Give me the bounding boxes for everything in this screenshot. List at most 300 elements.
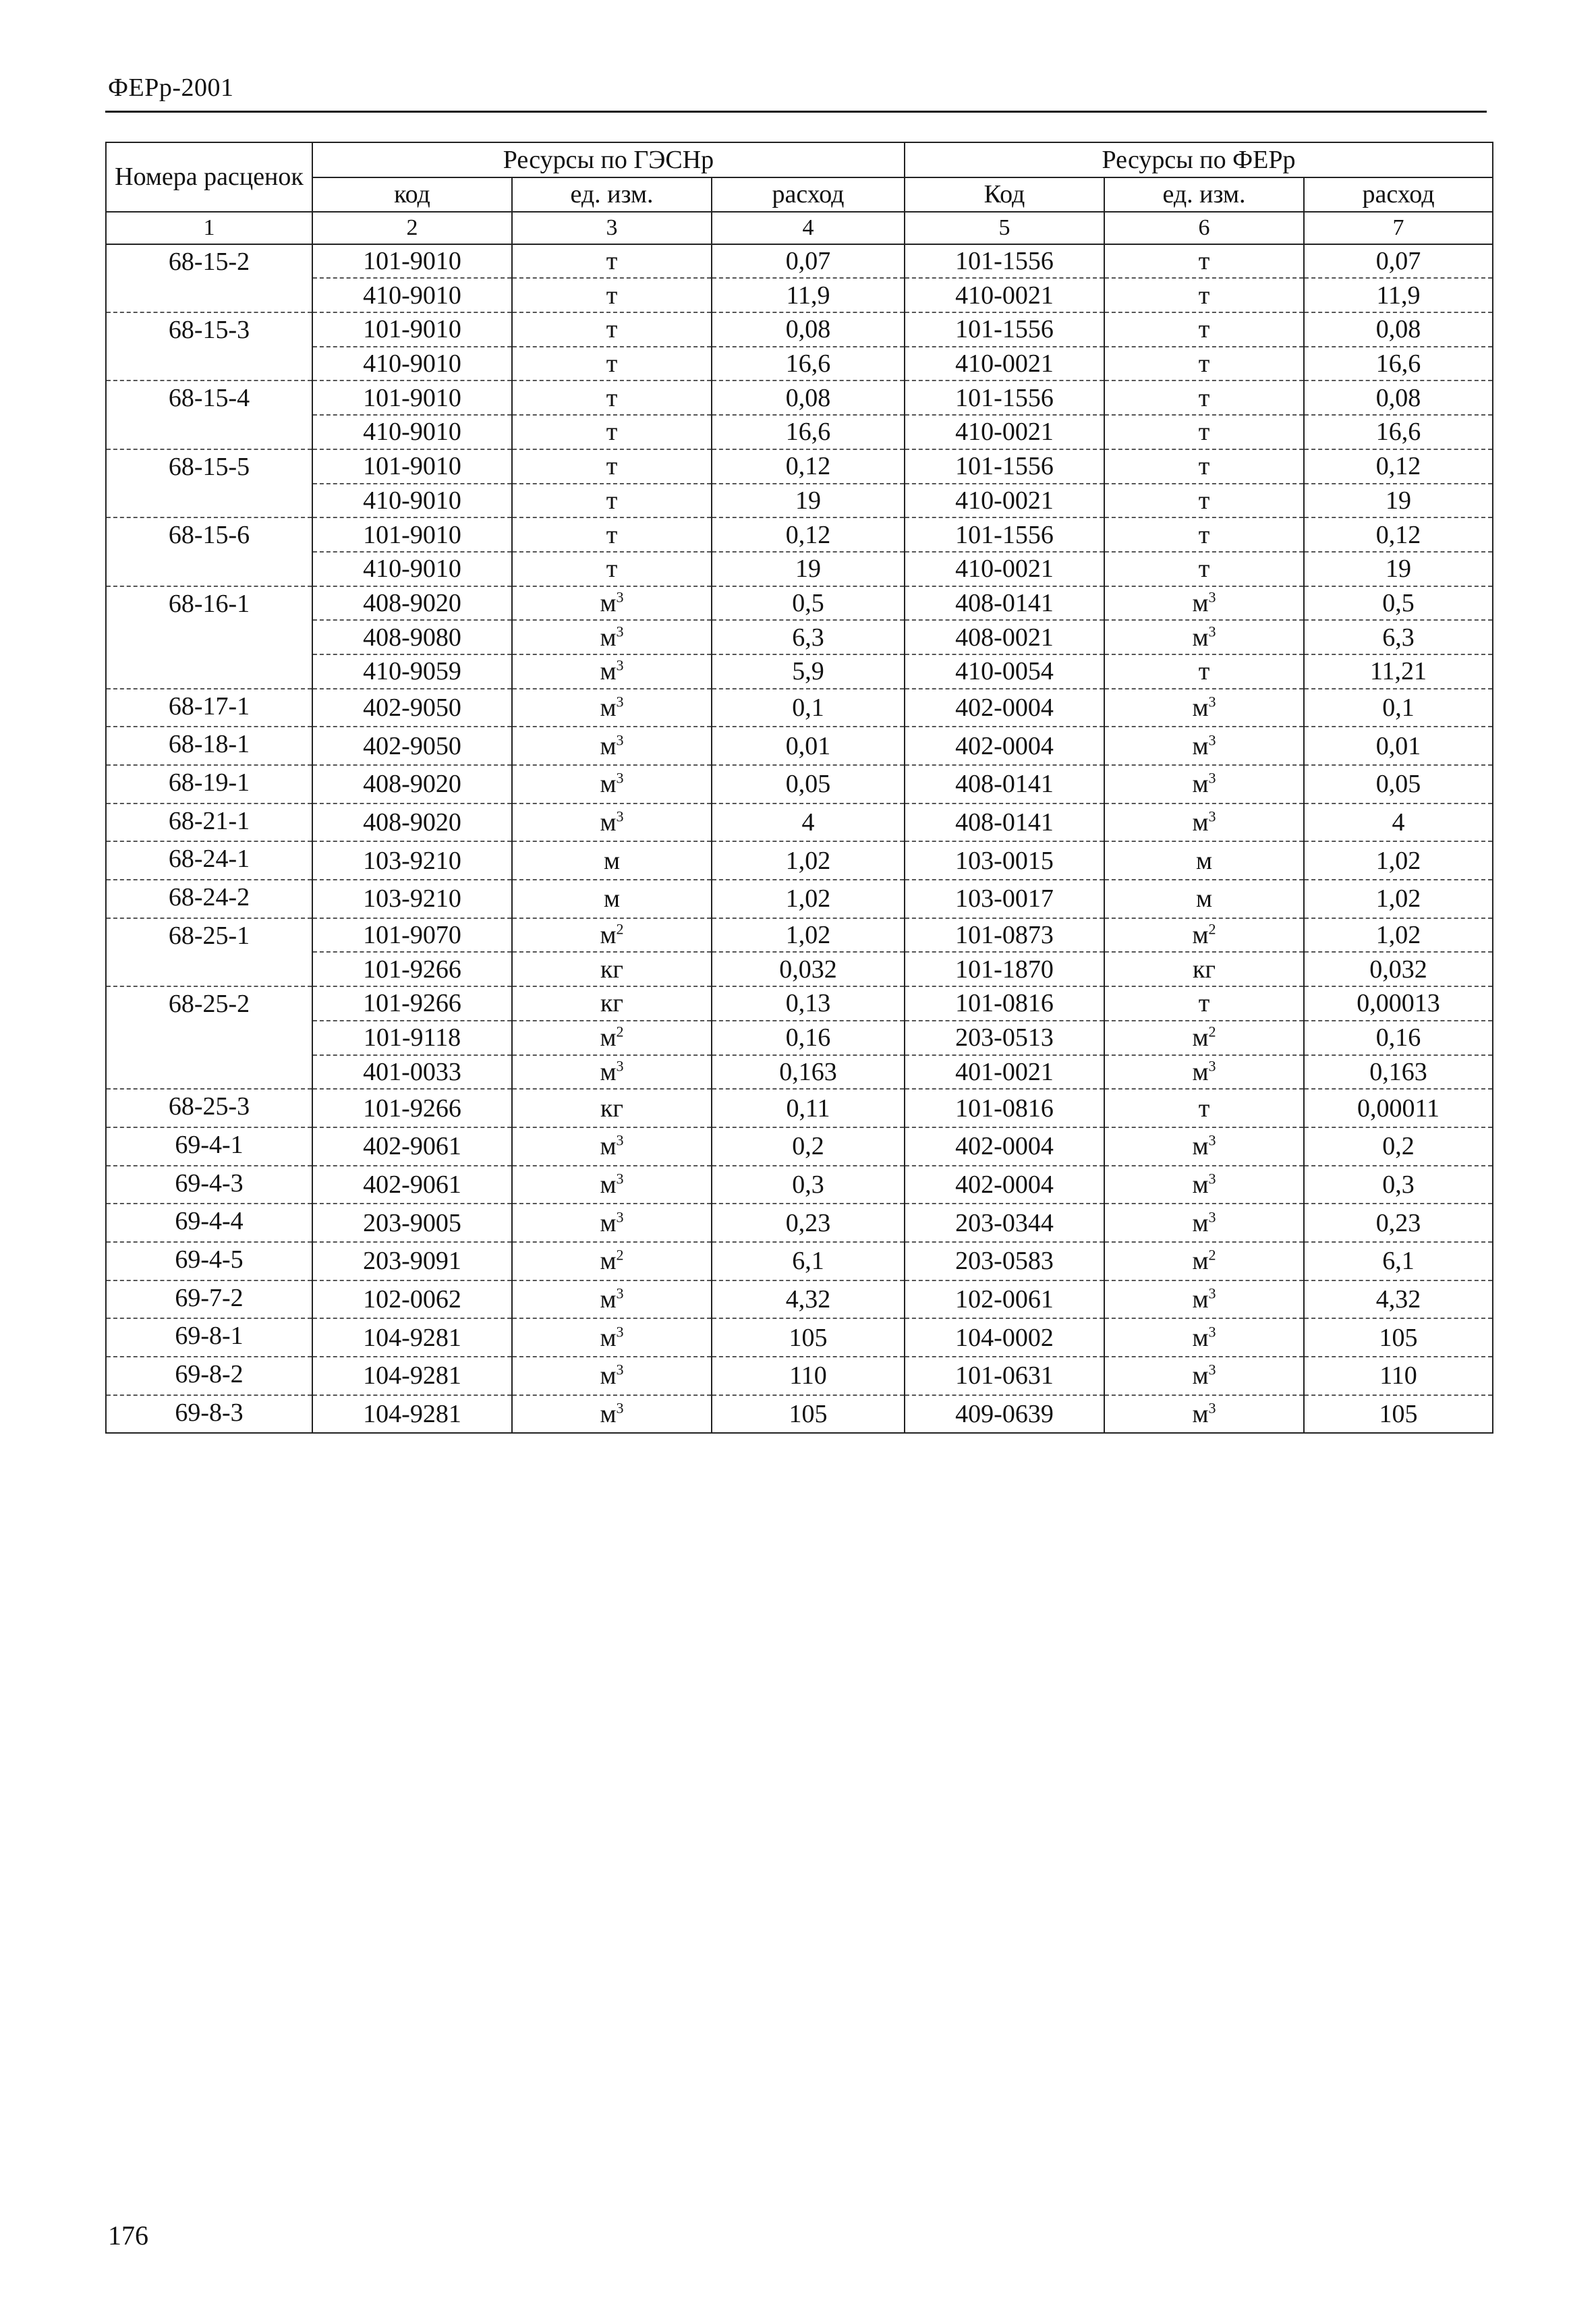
table-row [106, 1055, 1493, 1090]
fer-qty: 0,163 [1304, 1055, 1493, 1090]
price-number: 68-16-1 [106, 586, 312, 689]
fer-unit [1104, 517, 1304, 552]
price-number: 69-4-5 [106, 1242, 312, 1280]
gesn-unit [512, 727, 712, 765]
unit-label: т [606, 520, 618, 549]
unit-exponent: 2 [1208, 920, 1216, 938]
fer-unit [1104, 952, 1304, 986]
gesn-unit [512, 986, 712, 1021]
fer-code: 408-0141 [905, 803, 1104, 842]
column-number: 2 [312, 212, 512, 244]
unit-label: т [1198, 452, 1210, 481]
price-number: 69-4-4 [106, 1204, 312, 1242]
price-number: 68-15-2 [106, 244, 312, 312]
fer-unit [1104, 1204, 1304, 1242]
fer-unit [1104, 380, 1304, 415]
unit-label: т [606, 418, 618, 447]
gesn-code: 102-0062 [312, 1280, 512, 1319]
fer-code: 410-0021 [905, 278, 1104, 312]
unit-label: т [1198, 383, 1210, 412]
unit-label: м [1192, 1323, 1209, 1352]
unit-label: кг [600, 989, 624, 1018]
gesn-unit [512, 620, 712, 654]
unit-exponent: 2 [1208, 1023, 1216, 1040]
fer-qty: 16,6 [1304, 415, 1493, 449]
unit-exponent: 3 [616, 622, 624, 640]
table-row [106, 689, 1493, 727]
unit-label: т [606, 383, 618, 412]
gesn-code: 410-9010 [312, 552, 512, 586]
gesn-qty: 0,5 [712, 586, 905, 621]
gesn-code: 408-9020 [312, 803, 512, 842]
fer-unit [1104, 1318, 1304, 1357]
gesn-qty: 0,08 [712, 312, 905, 347]
fer-code: 409-0639 [905, 1395, 1104, 1434]
unit-exponent: 3 [1208, 808, 1216, 825]
fer-code: 410-0054 [905, 654, 1104, 689]
fer-qty: 6,1 [1304, 1242, 1493, 1280]
unit-label: т [606, 452, 618, 481]
unit-label: м [600, 1285, 617, 1314]
gesn-qty: 0,16 [712, 1021, 905, 1055]
column-number: 7 [1304, 212, 1493, 244]
table-row [106, 727, 1493, 765]
gesn-code: 104-9281 [312, 1395, 512, 1434]
unit-label: м [1192, 1057, 1209, 1086]
gesn-code: 104-9281 [312, 1357, 512, 1395]
fer-code: 203-0344 [905, 1204, 1104, 1242]
unit-label: м [1192, 1247, 1209, 1276]
gesn-qty: 4 [712, 803, 905, 842]
gesn-code: 101-9266 [312, 986, 512, 1021]
gesn-code: 410-9010 [312, 347, 512, 381]
header-gesn-code: код [312, 177, 512, 212]
unit-label: т [606, 486, 618, 515]
unit-exponent: 3 [1208, 1399, 1216, 1417]
table-row [106, 517, 1493, 552]
table-row [106, 620, 1493, 654]
gesn-qty: 19 [712, 552, 905, 586]
fer-unit [1104, 765, 1304, 803]
gesn-qty: 19 [712, 484, 905, 518]
gesn-qty: 6,1 [712, 1242, 905, 1280]
unit-exponent: 3 [1208, 769, 1216, 787]
price-number: 68-18-1 [106, 727, 312, 765]
unit-label: м [600, 921, 617, 950]
table-row [106, 803, 1493, 842]
header-rule [105, 111, 1487, 113]
unit-label: м [1192, 588, 1209, 617]
fer-unit [1104, 1055, 1304, 1090]
gesn-unit [512, 689, 712, 727]
fer-qty: 0,08 [1304, 380, 1493, 415]
price-number: 68-25-3 [106, 1089, 312, 1127]
unit-label: м [603, 846, 621, 875]
gesn-code: 408-9080 [312, 620, 512, 654]
fer-unit [1104, 449, 1304, 484]
fer-code: 410-0021 [905, 347, 1104, 381]
table-row [106, 1127, 1493, 1166]
unit-label: м [600, 1057, 617, 1086]
unit-exponent: 3 [1208, 1208, 1216, 1225]
fer-qty: 0,00011 [1304, 1089, 1493, 1127]
gesn-unit [512, 1055, 712, 1090]
unit-exponent: 2 [1208, 1246, 1216, 1264]
unit-label: т [1198, 247, 1210, 276]
gesn-unit [512, 1021, 712, 1055]
gesn-code: 101-9010 [312, 449, 512, 484]
gesn-unit [512, 1242, 712, 1280]
unit-exponent: 2 [616, 1246, 624, 1264]
fer-code: 101-1556 [905, 244, 1104, 279]
fer-unit [1104, 484, 1304, 518]
gesn-qty: 0,12 [712, 449, 905, 484]
fer-unit [1104, 803, 1304, 842]
fer-unit [1104, 1242, 1304, 1280]
gesn-unit [512, 1357, 712, 1395]
price-number: 69-8-1 [106, 1318, 312, 1357]
header-gesn-qty: расход [712, 177, 905, 212]
gesn-unit [512, 586, 712, 621]
gesn-unit [512, 415, 712, 449]
fer-code: 101-1556 [905, 380, 1104, 415]
fer-code: 101-0816 [905, 1089, 1104, 1127]
gesn-qty: 0,032 [712, 952, 905, 986]
unit-label: т [606, 555, 618, 584]
gesn-qty: 0,12 [712, 517, 905, 552]
unit-label: м [600, 808, 617, 837]
gesn-unit [512, 380, 712, 415]
gesn-qty: 0,2 [712, 1127, 905, 1166]
price-number: 68-15-5 [106, 449, 312, 517]
gesn-qty: 4,32 [712, 1280, 905, 1319]
unit-label: кг [1192, 955, 1216, 984]
table-row [106, 415, 1493, 449]
unit-label: т [1198, 657, 1210, 686]
table-row [106, 880, 1493, 918]
unit-label: м [600, 770, 617, 799]
unit-label: м [600, 1023, 617, 1052]
price-number: 68-24-2 [106, 880, 312, 918]
gesn-unit [512, 1127, 712, 1166]
header-fer-qty: расход [1304, 177, 1493, 212]
price-number: 68-17-1 [106, 689, 312, 727]
gesn-unit [512, 1318, 712, 1357]
gesn-qty: 110 [712, 1357, 905, 1395]
unit-label: т [1198, 315, 1210, 344]
table-row [106, 986, 1493, 1021]
price-number: 69-4-1 [106, 1127, 312, 1166]
fer-unit [1104, 689, 1304, 727]
table-row [106, 552, 1493, 586]
gesn-qty: 0,163 [712, 1055, 905, 1090]
fer-unit [1104, 1127, 1304, 1166]
unit-exponent: 3 [616, 588, 624, 606]
table-row [106, 918, 1493, 953]
unit-label: м [600, 731, 617, 760]
gesn-unit [512, 765, 712, 803]
unit-label: т [606, 349, 618, 378]
unit-label: т [606, 281, 618, 310]
gesn-unit [512, 654, 712, 689]
unit-label: м [1192, 1285, 1209, 1314]
unit-label: т [1198, 1094, 1210, 1123]
column-number: 3 [512, 212, 712, 244]
gesn-qty: 0,08 [712, 380, 905, 415]
gesn-qty: 6,3 [712, 620, 905, 654]
fer-code: 401-0021 [905, 1055, 1104, 1090]
unit-label: м [1192, 731, 1209, 760]
fer-code: 103-0015 [905, 841, 1104, 880]
gesn-qty: 16,6 [712, 415, 905, 449]
unit-exponent: 3 [616, 1057, 624, 1075]
column-number: 4 [712, 212, 905, 244]
gesn-code: 101-9010 [312, 517, 512, 552]
price-number: 68-19-1 [106, 765, 312, 803]
header-price-numbers: Номера расценок [106, 142, 312, 212]
fer-unit [1104, 1166, 1304, 1204]
unit-label: т [1198, 418, 1210, 447]
unit-exponent: 3 [616, 769, 624, 787]
gesn-code: 402-9061 [312, 1166, 512, 1204]
unit-label: м [600, 588, 617, 617]
column-number: 6 [1104, 212, 1304, 244]
gesn-code: 402-9061 [312, 1127, 512, 1166]
price-number: 69-7-2 [106, 1280, 312, 1319]
unit-label: т [1198, 989, 1210, 1018]
gesn-unit [512, 1089, 712, 1127]
unit-exponent: 3 [616, 656, 624, 674]
table-row [106, 1280, 1493, 1319]
fer-qty: 0,23 [1304, 1204, 1493, 1242]
gesn-code: 101-9010 [312, 380, 512, 415]
fer-code: 104-0002 [905, 1318, 1104, 1357]
header-group-gesn: Ресурсы по ГЭСНр [312, 142, 905, 177]
gesn-code: 101-9070 [312, 918, 512, 953]
fer-qty: 11,9 [1304, 278, 1493, 312]
fer-qty: 6,3 [1304, 620, 1493, 654]
gesn-code: 101-9010 [312, 244, 512, 279]
unit-label: м [1192, 1361, 1209, 1390]
header-fer-unit: ед. изм. [1104, 177, 1304, 212]
table-row [106, 1021, 1493, 1055]
table-row [106, 1166, 1493, 1204]
unit-label: т [1198, 555, 1210, 584]
fer-qty: 19 [1304, 552, 1493, 586]
gesn-qty: 1,02 [712, 841, 905, 880]
table-row [106, 1242, 1493, 1280]
unit-label: м [600, 1208, 617, 1237]
gesn-qty: 0,05 [712, 765, 905, 803]
unit-label: м [600, 1132, 617, 1161]
table-header [106, 142, 1493, 244]
fer-qty: 4 [1304, 803, 1493, 842]
fer-code: 402-0004 [905, 1166, 1104, 1204]
page-number: 176 [108, 2220, 148, 2251]
gesn-unit [512, 484, 712, 518]
gesn-qty: 1,02 [712, 880, 905, 918]
unit-label: кг [600, 1094, 624, 1123]
gesn-unit [512, 449, 712, 484]
fer-qty: 0,12 [1304, 449, 1493, 484]
gesn-unit [512, 880, 712, 918]
fer-code: 103-0017 [905, 880, 1104, 918]
unit-exponent: 3 [616, 1361, 624, 1378]
gesn-code: 402-9050 [312, 689, 512, 727]
unit-exponent: 3 [616, 1399, 624, 1417]
unit-label: м [600, 1400, 617, 1429]
unit-label: м [1195, 846, 1213, 875]
gesn-qty: 0,07 [712, 244, 905, 279]
fer-code: 101-0631 [905, 1357, 1104, 1395]
gesn-unit [512, 312, 712, 347]
price-number: 69-8-3 [106, 1395, 312, 1434]
unit-exponent: 3 [1208, 1131, 1216, 1149]
gesn-qty: 0,3 [712, 1166, 905, 1204]
fer-unit [1104, 727, 1304, 765]
fer-code: 101-1870 [905, 952, 1104, 986]
fer-qty: 0,2 [1304, 1127, 1493, 1166]
fer-code: 410-0021 [905, 552, 1104, 586]
gesn-code: 410-9010 [312, 484, 512, 518]
fer-code: 101-1556 [905, 312, 1104, 347]
unit-exponent: 3 [1208, 1170, 1216, 1187]
fer-qty: 1,02 [1304, 841, 1493, 880]
gesn-unit [512, 803, 712, 842]
fer-unit [1104, 654, 1304, 689]
gesn-code: 203-9005 [312, 1204, 512, 1242]
fer-qty: 0,1 [1304, 689, 1493, 727]
unit-label: м [1192, 770, 1209, 799]
unit-label: м [1192, 1208, 1209, 1237]
fer-unit [1104, 312, 1304, 347]
fer-qty: 0,07 [1304, 244, 1493, 279]
fer-qty: 1,02 [1304, 918, 1493, 953]
unit-exponent: 3 [1208, 731, 1216, 748]
gesn-qty: 105 [712, 1318, 905, 1357]
gesn-code: 101-9010 [312, 312, 512, 347]
fer-qty: 4,32 [1304, 1280, 1493, 1319]
unit-label: т [1198, 520, 1210, 549]
gesn-qty: 0,13 [712, 986, 905, 1021]
unit-exponent: 3 [1208, 693, 1216, 710]
gesn-qty: 0,11 [712, 1089, 905, 1127]
gesn-code: 103-9210 [312, 841, 512, 880]
gesn-code: 402-9050 [312, 727, 512, 765]
fer-qty: 19 [1304, 484, 1493, 518]
gesn-unit [512, 278, 712, 312]
fer-qty: 11,21 [1304, 654, 1493, 689]
fer-qty: 1,02 [1304, 880, 1493, 918]
price-number: 68-21-1 [106, 803, 312, 842]
table-row [106, 1089, 1493, 1127]
gesn-code: 101-9118 [312, 1021, 512, 1055]
table-body [106, 244, 1493, 1434]
fer-code: 410-0021 [905, 484, 1104, 518]
unit-label: м [1192, 1400, 1209, 1429]
gesn-qty: 11,9 [712, 278, 905, 312]
fer-qty: 0,01 [1304, 727, 1493, 765]
unit-exponent: 3 [616, 1285, 624, 1302]
gesn-unit [512, 1204, 712, 1242]
gesn-code: 408-9020 [312, 765, 512, 803]
fer-qty: 16,6 [1304, 347, 1493, 381]
gesn-code: 101-9266 [312, 1089, 512, 1127]
unit-exponent: 3 [1208, 1057, 1216, 1075]
fer-unit [1104, 1089, 1304, 1127]
unit-exponent: 3 [1208, 588, 1216, 606]
fer-unit [1104, 620, 1304, 654]
unit-label: м [600, 1361, 617, 1390]
fer-unit [1104, 1357, 1304, 1395]
gesn-qty: 0,1 [712, 689, 905, 727]
fer-unit [1104, 1021, 1304, 1055]
unit-label: т [606, 247, 618, 276]
unit-exponent: 2 [616, 920, 624, 938]
price-number: 68-15-3 [106, 312, 312, 380]
table-row [106, 347, 1493, 381]
gesn-qty: 0,23 [712, 1204, 905, 1242]
fer-code: 408-0141 [905, 586, 1104, 621]
unit-label: т [1198, 349, 1210, 378]
unit-exponent: 3 [1208, 1285, 1216, 1302]
fer-qty: 0,05 [1304, 765, 1493, 803]
column-number: 5 [905, 212, 1104, 244]
price-number: 69-8-2 [106, 1357, 312, 1395]
fer-unit [1104, 1280, 1304, 1319]
gesn-code: 103-9210 [312, 880, 512, 918]
fer-qty: 0,00013 [1304, 986, 1493, 1021]
unit-exponent: 3 [616, 1131, 624, 1149]
unit-exponent: 3 [616, 731, 624, 748]
fer-qty: 0,3 [1304, 1166, 1493, 1204]
price-number: 68-15-4 [106, 380, 312, 449]
fer-code: 101-1556 [905, 517, 1104, 552]
gesn-qty: 1,02 [712, 918, 905, 953]
gesn-qty: 105 [712, 1395, 905, 1434]
table-row [106, 380, 1493, 415]
fer-qty: 0,032 [1304, 952, 1493, 986]
fer-code: 101-0873 [905, 918, 1104, 953]
table-row [106, 312, 1493, 347]
table-row [106, 449, 1493, 484]
unit-exponent: 3 [1208, 1323, 1216, 1340]
table-row [106, 952, 1493, 986]
fer-qty: 105 [1304, 1318, 1493, 1357]
gesn-unit [512, 1395, 712, 1434]
unit-label: м [600, 657, 617, 686]
unit-label: м [600, 1247, 617, 1276]
fer-unit [1104, 552, 1304, 586]
unit-label: м [1192, 1132, 1209, 1161]
unit-label: м [600, 623, 617, 652]
unit-exponent: 3 [616, 1208, 624, 1225]
gesn-qty: 16,6 [712, 347, 905, 381]
fer-qty: 0,5 [1304, 586, 1493, 621]
table-row [106, 654, 1493, 689]
unit-exponent: 2 [616, 1023, 624, 1040]
unit-label: м [600, 1323, 617, 1352]
gesn-unit [512, 552, 712, 586]
table-row [106, 765, 1493, 803]
unit-label: м [600, 693, 617, 722]
price-number: 68-25-1 [106, 918, 312, 986]
fer-unit [1104, 415, 1304, 449]
gesn-unit [512, 1280, 712, 1319]
unit-label: м [1192, 808, 1209, 837]
gesn-code: 410-9010 [312, 415, 512, 449]
unit-exponent: 3 [1208, 1361, 1216, 1378]
